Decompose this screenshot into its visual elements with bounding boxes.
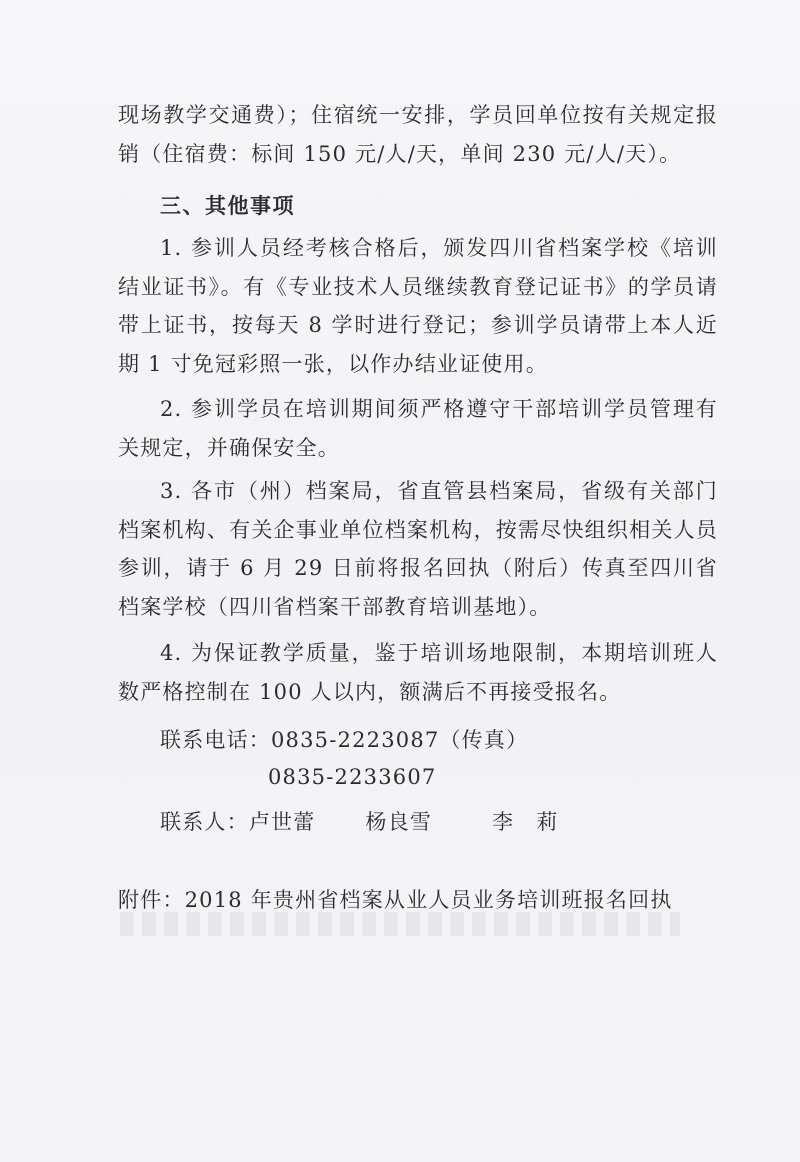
contact-person-label: 联系人：: [160, 810, 249, 834]
paragraph-item-3: 3. 各市（州）档案局，省直管县档案局，省级有关部门档案机构、有关企事业单位档案机构，按需尽快组织相关人员参训，请于 6 月 29 日前将报名回执（附后）传真至四川省档案学校（四川省档案干部教育培训基地）。: [118, 479, 718, 620]
contact-phone-line: [160, 724, 528, 754]
bleed-through-shadow: [120, 912, 680, 936]
paragraph-item-2: 2. 参训学员在培训期间须严格遵守干部培训学员管理有关规定，并确保安全。: [118, 397, 718, 460]
paragraph-continuation: 现场教学交通费）；住宿统一安排，学员回单位按有关规定报销（住宿费：标间 150 元/人/天，单间 230 元/人/天）。: [118, 103, 718, 166]
attachment-line: 附件：2018 年贵州省档案从业人员业务培训班报名回执: [118, 888, 673, 912]
contact-person-1: 卢世蕾: [248, 810, 316, 834]
contact-person-line: [160, 806, 559, 836]
section-heading: 三、其他事项: [160, 193, 295, 218]
paragraph-item-4: 4. 为保证教学质量，鉴于培训场地限制，本期培训班人数严格控制在 100 人以内，额满后不再接受报名。: [118, 641, 718, 704]
contact-person-2: 杨良雪: [365, 810, 433, 834]
contact-person-3: 李 莉: [492, 810, 559, 834]
contact-phone-label: 联系电话：: [160, 728, 271, 752]
contact-phone-2: 0835-2233607: [268, 765, 437, 789]
contact-phone-1: 0835-2223087（传真）: [271, 728, 529, 752]
paragraph-item-1: 1. 参训人员经考核合格后，颁发四川省档案学校《培训结业证书》。有《专业技术人员继续教育登记证书》的学员请带上证书，按每天 8 学时进行登记；参训学员请带上本人近期 1 寸免冠彩照一张，以作办结业证使用。: [118, 236, 718, 377]
